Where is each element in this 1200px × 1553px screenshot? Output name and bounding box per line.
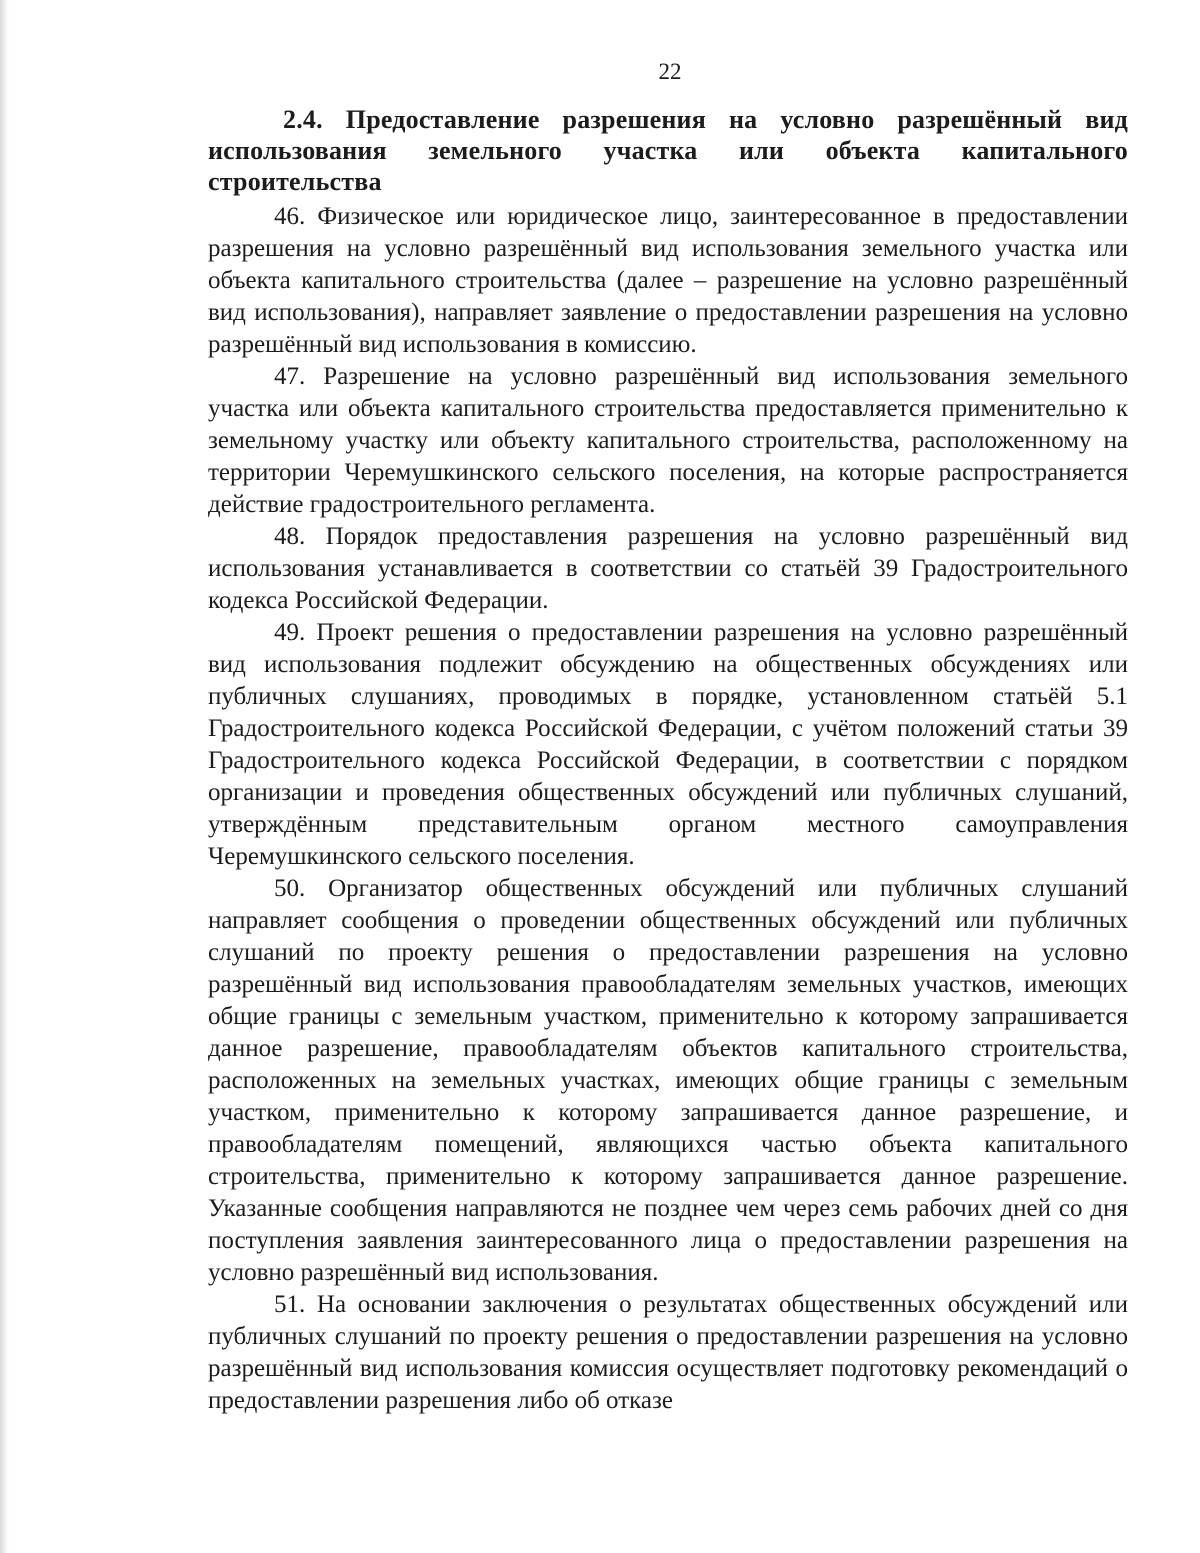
paragraph-47: 47. Разрешение на условно разрешённый вид использования земельного участка или объекта капитального строительства предоставляется применительно к земельному участку или объекту капитального строительства, расположенному на территории Черемушкинского сельского поселения, на которые распространяется действие градостроительного регламента.: [208, 363, 1128, 518]
document-body: [208, 104, 1128, 1417]
section-heading: 2.4. Предоставление разрешения на условно разрешённый вид использования земельного участка или объекта капитального строительства: [208, 105, 1128, 196]
paragraph-48: 48. Порядок предоставления разрешения на условно разрешённый вид использования устанавливается в соответствии со статьёй 39 Градостроительного кодекса Российской Федерации.: [208, 523, 1128, 614]
paragraph-50: 50. Организатор общественных обсуждений или публичных слушаний направляет сообщения о проведении общественных обсуждений или публичных слушаний по проекту решения о предоставлении разрешения на условно разрешённый вид использования правообладателям земельных участков, имеющих общие границы с земельным участком, применительно к которому запрашивается данное разрешение, правообладателям объектов капитального строительства, расположенных на земельных участках, имеющих общие границы с земельным участком, применительно к которому запрашивается данное разрешение, и правообладателям помещений, являющихся частью объекта капитального строительства, применительно к которому запрашивается данное разрешение. Указанные сообщения направляются не позднее чем через семь рабочих дней со дня поступления заявления заинтересованного лица о предоставлении разрешения на условно разрешённый вид использования.: [208, 875, 1128, 1286]
paragraph-46: 46. Физическое или юридическое лицо, заинтересованное в предоставлении разрешения на условно разрешённый вид использования земельного участка или объекта капитального строительства (далее – разрешение на условно разрешённый вид использования), направляет заявление о предоставлении разрешения на условно разрешённый вид использования в комиссию.: [208, 203, 1128, 358]
page-number: 22: [658, 59, 682, 84]
paragraph-49: 49. Проект решения о предоставлении разрешения на условно разрешённый вид использования подлежит обсуждению на общественных обсуждениях или публичных слушаниях, проводимых в порядке, установленном статьёй 5.1 Градостроительного кодекса Российской Федерации, с учётом положений статьи 39 Градостроительного кодекса Российской Федерации, в соответствии с порядком организации и проведения общественных обсуждений или публичных слушаний, утверждённым представительным органом местного самоуправления Черемушкинского сельского поселения.: [208, 619, 1128, 870]
paragraph-51: 51. На основании заключения о результатах общественных обсуждений или публичных слушаний по проекту решения о предоставлении разрешения на условно разрешённый вид использования комиссия осуществляет подготовку рекомендаций о предоставлении разрешения либо об отказе: [208, 1291, 1128, 1414]
scan-edge: [0, 0, 9, 1553]
